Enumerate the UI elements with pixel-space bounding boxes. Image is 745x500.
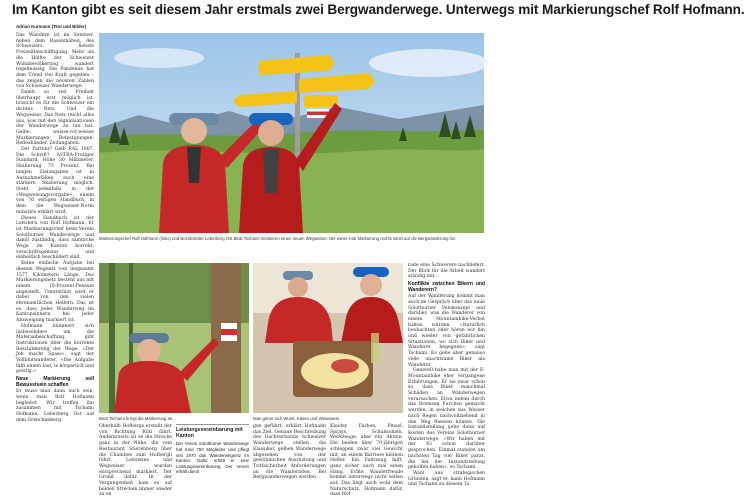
info-box-text: Der Verein Solothurner Wanderwege hat rund 750 Mitglieder und pflegt seit 1970 das Wanderwegnetz im Kanton. Dafür erhält er eine Leistungsvereinbarung. Der Verein erhält damit	[176, 441, 249, 475]
hikers-signpost-image	[99, 33, 484, 233]
paragraph: Hofmann kümmert sich insbesondere um die Materialbeschaffung, gibt Instruktionen über die korrekte Beschilderung der Wege. «Der Job macht Spass», sagt der Vollblutwanderer. «Die Aufgabe fällt einem fast, is körperlich und geistig.»	[16, 323, 94, 375]
caption-main: Markierungschef Rolf Hofmann (links) und Bezirksleiter Leberberg Ost Beat Tschami montieren einen neuen Wegweiser. Die weiss-rote Markierung rechts weist auf die Bergwanderung hin.	[99, 236, 457, 241]
paragraph: rade eine Schwerere nachliefert. Der Blick für die Arbeit wandert ständig mit.	[408, 263, 485, 280]
paragraph: Keine einfache Aufgabe bei diesem Wegnetz von insgesamt 1577 Kilometern Länge. Das Markierungsnetz besteht aus mit einem 10-Prozent-Pensum angestellt. Unterstützt wird er dabei von den vielen ehrenamtlichen Helfern. Das ist es, dass jeder Wanderweg im Kantonsinnern bei jeder Abzweigung markiert ist.	[16, 261, 94, 324]
column-f	[408, 263, 485, 498]
column-d: gen geführt, erklärt Hofmann das Ziel. Genaue Beschreibung des Dachverbands Schweizer Wanderwege stellen die Klassiker, gelben Wanderwege abgesehen von der gewöhnlichen Ausrüstung und Trittsicherheit Anforderungen an die Wandernden. Bei Bergwanderwegen werden	[253, 424, 326, 481]
paragraph: Der Partner? Gelb RAL 1007. Die Schrift? ASTRA-Frutiger Standard. Höhe 30 Millimeter, Skalierung 75 Prozent. Bei langen Zielangaben ist in Ausnahmefällen auch eine stärkere Skalierung möglich. Steht jedenfalls in der «Wegweisungsvorgabe», einem von 76 seitigen Handbuch, in dem die Wegweiser-Norm minutiös erklärt wird.	[16, 147, 94, 215]
paragraph: Dieses Handbuch ist der Leitstern von Rolf Hofmann. Er ist Markierungschef beim Verein Solothurner Wanderwege und damit zuständig, dass sämtliche Wege im Kanton korrekt, vorschriftsgemäss und einheitlich beschildert sind.	[16, 215, 94, 261]
picnic-image	[253, 263, 403, 413]
info-box	[176, 424, 249, 498]
photo-picnic	[253, 263, 403, 413]
caption-marking: Beat Tschami bringt die Markierung an.	[99, 416, 174, 421]
caption-picnic: Man gönnt sich Wurst, Käsen und Weisswein.	[253, 416, 341, 421]
column-1	[16, 33, 94, 498]
paragraph: Auf der Wanderung kommt man auch im Gespräch über das neue Solothurner Velokonzept und darüber, was die Wanderer von einem Mountainbike-Verbot halten würden. «Natürlich beobachten oder hören wir hin und wieder von gefährlichen Situationen, wo sich Biker und Wanderer begegnen», sagt Tschami. Es gebe aber genauso viele unachtsame Biker als Wanderer.	[408, 294, 485, 368]
subheading: Neue Markierung soll Bewusstsein schaffen	[16, 376, 94, 389]
column-e: Kleider, Farben, Pinsel, Sprays, Schuhsohlen, Werkzeuge, aber nur Aktion. Die beiden über 70-jährigen schleppen zwar viel Gewicht mit, an einem Barriere kleinen Helfer. Ein Fahrzeug hilft, ganz sicher auch mal einen Hang. Echte Wanderfreude kommt unterwegs nicht selten auf. Das liegt auch wohl dem Naturschutz, Hofmann dafür, dass Hof	[330, 424, 403, 498]
photo-main	[99, 33, 484, 233]
paragraph: Generell habe man mit der E-Mountainbike eher vergangene Erfahrungen. Er sei zwar schon so, dass Biker manchmal Schäden an Wanderwegen verursachen. Etwa indem durch das Bremsen Furchen gemacht werden, in welchen das Wasser nach Regen nachvollziehend in den Weg fliessen könnte. Die Instandstellung gehe dann auf Kosten des Vereins Solothurner Wanderwege. «Wir haben mit der IG schon darüber gesprochen. Einmal standen am nächsten Tag vier Biker parat, die bei der Instandstellung geholfen haben», so Tschami.	[408, 368, 485, 471]
marking-image	[99, 263, 249, 413]
column-b: Oberhalb Hofbergs erstellt der von Richtung Rüti fährt. Andererseits ist es die Strecke ganz in der Nähe, die vom Restaurant Stierenberg über die Chamben zum Hofbergli führt. Leitsteine und Wegweiser wurden entsprechend markiert. Der Grund dafür: In der Vergangenheit kam es auf beiden Strecken immer wieder zu en	[99, 424, 172, 498]
subheading: Konflikte zwischen Bikern und Wanderern?	[408, 281, 485, 294]
paragraph: Damit so viel Freiheit überhaupt erst möglich ist, braucht es für die Schweizer ein dichtes Netz. Und die Wegweiser. Das Netz reicht alles aus, was mit den Signalisationen der Wanderwege zu tun hat. Gelbe, weisse-rot-weisse Markierungen, Befestigungen, Reflexbänder, Zeitangaben.	[16, 90, 94, 147]
info-box-title: Leistungsvereinbarung mit Kanton	[176, 427, 243, 440]
paragraph: Er muss man dann auch sein, wenn man Rolf Hofmann begleitet. Wir treffen ihn zusammen mit Tschami Hofmann, Leberberg Ost auf dem Grenchenberg.	[16, 389, 94, 423]
byline: Adrian Kurmann (Text und Bilder)	[16, 24, 87, 29]
photo-marking	[99, 263, 249, 413]
paragraph: Das Wandern ist im Sommer, neben dem Rasenmähen, des Schweizers liebste Freizeitbeschäftigung. Mehr als die Hälfte der Schweizer Wohnbevölkerung wandert regelmässig. Die Pandemie hat dem Trend viel Kraft gegeben – das zeigen die neusten Zahlen von Schweizer Wanderwege.	[16, 33, 94, 90]
headline: Im Kanton gibt es seit diesem Jahr erstmals zwei Bergwanderwege. Unterwegs mit Markierungschef Rolf Hofmann.	[12, 2, 745, 17]
paragraph: Wohl aus strategischen Gründen, sagt er, kann Hofmann und Tschami zu diesem Ta	[408, 470, 485, 488]
